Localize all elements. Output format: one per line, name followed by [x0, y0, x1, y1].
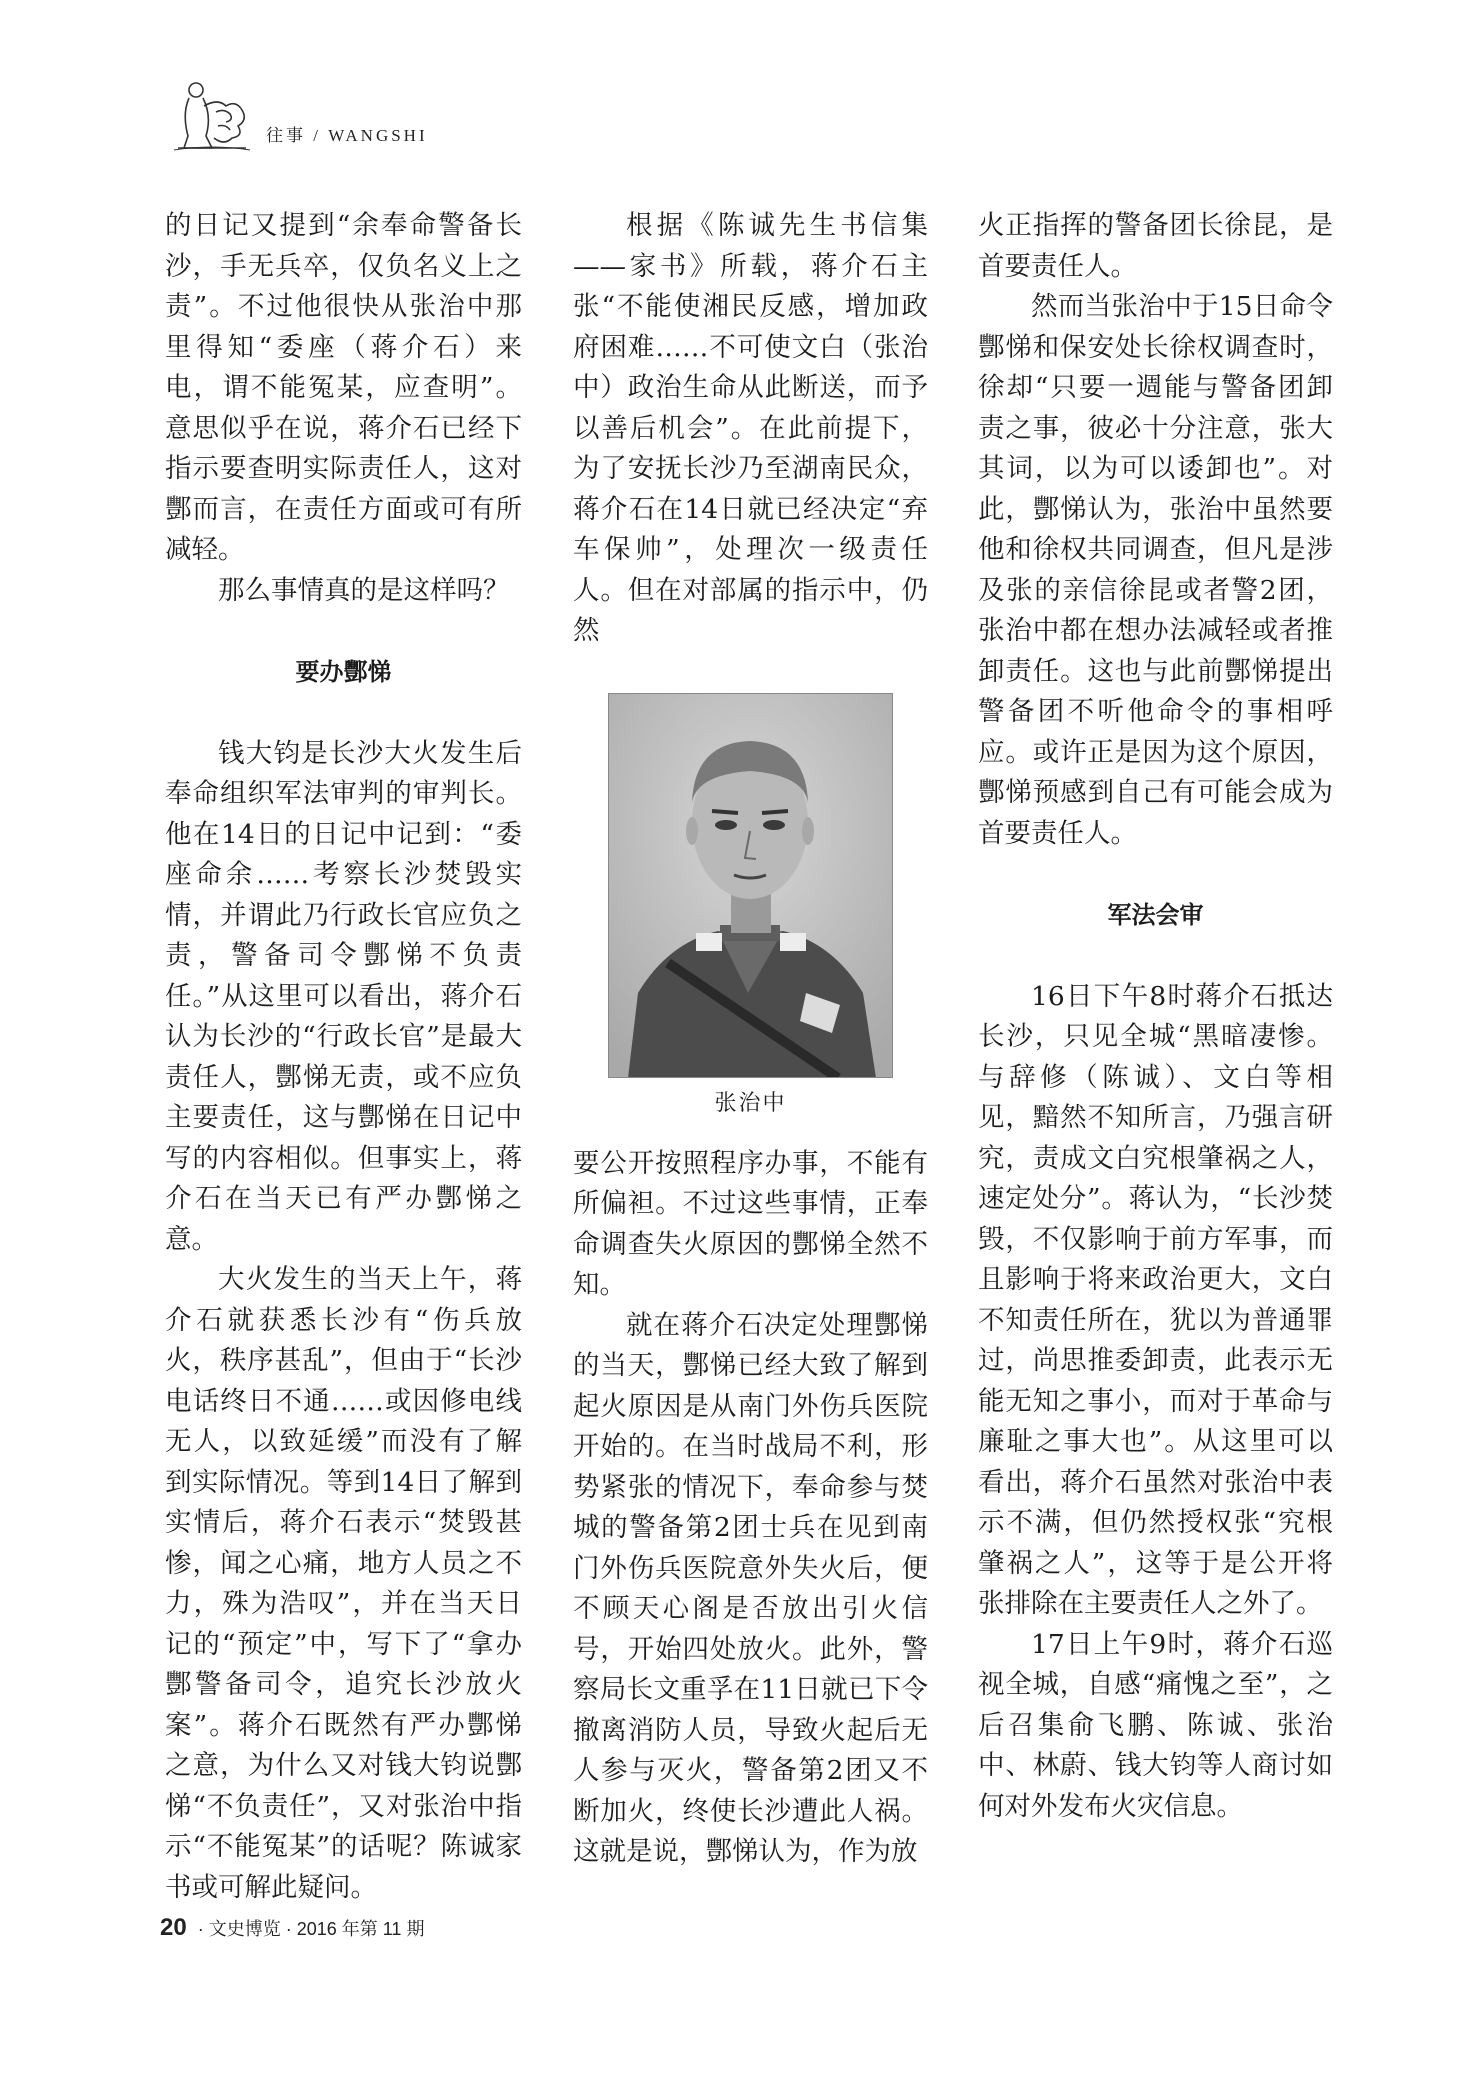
text-column-1	[165, 206, 522, 1908]
photo-caption: 张治中	[714, 1090, 787, 1116]
paragraph: 根据《陈诚先生书信集——家书》所载，蒋介石主张“不能使湘民反感，增加政府困难……不可使文白（张治中）政治生命从此断送，而予以善后机会”。在此前提下，为了安抚长沙乃至湖南民众，蒋介石在14日就已经决定“弃车保帅”，处理次一级责任人。但在对部属的指示中，仍然	[573, 210, 928, 646]
section-heading: 军法会审	[1107, 901, 1204, 929]
ornamental-figure-logo	[172, 76, 252, 154]
section-heading: 要办酆悌	[295, 658, 392, 686]
paragraph: 火正指挥的警备团长徐昆，是首要责任人。	[978, 210, 1333, 282]
page-number: 20	[160, 1914, 187, 1941]
paragraph: 大火发生的当天上午，蒋介石就获悉长沙有“伤兵放火，秩序甚乱”，但由于“长沙电话终日不通……或因修电线无人，以致延缓”而没有了解到实际情况。等到14日了解到实情后，蒋介石表示“焚毁甚惨，闻之心痛，地方人员之不力，殊为浩叹”，并在当天日记的“预定”中，写下了“拿办酆警备司令，追究长沙放火案”。蒋介石既然有严办酆悌之意，为什么又对钱大钧说酆悌“不负责任”，又对张治中指示“不能冤某”的话呢？陈诚家书或可解此疑问。	[165, 1264, 522, 1903]
paragraph: 就在蒋介石决定处理酆悌的当天，酆悌已经大致了解到起火原因是从南门外伤兵医院开始的。在当时战局不利，形势紧张的情况下，奉命参与焚城的警备第2团士兵在见到南门外伤兵医院意外失火后，便不顾天心阁是否放出引火信号，开始四处放火。此外，警察局长文重孚在11日就已下令撤离消防人员，导致火起后无人参与灭火，警备第2团又不断加火，终使长沙遭此人祸。这就是说，酆悌认为，作为放	[573, 1309, 928, 1867]
text-column-2	[573, 206, 928, 1873]
paragraph: 钱大钧是长沙大火发生后奉命组织军法审判的审判长。他在14日的日记中记到：“委座命余……考察长沙焚毁实情，并谓此乃行政长官应负之责，警备司令酆悌不负责任。”从这里可以看出，蒋介石认为长沙的“行政长官”是最大责任人，酆悌无责，或不应负主要责任，这与酆悌在日记中写的内容相似。但事实上，蒋介石在当天已有严办酆悌之意。	[165, 737, 522, 1255]
paragraph: 的日记又提到“余奉命警备长沙，手无兵卒，仅负名义上之责”。不过他很快从张治中那里得知“委座（蒋介石）来电，谓不能冤某，应查明”。意思似乎在说，蒋介石已经下指示要查明实际责任人，这对酆而言，在责任方面或可有所减轻。	[165, 210, 522, 565]
publication-info: · 文史博览 · 2016 年第 11 期	[197, 1919, 425, 1939]
portrait-figure	[608, 693, 893, 1118]
page-footer	[160, 1914, 424, 1942]
paragraph: 17日上午9时，蒋介石巡视全城，自感“痛愧之至”，之后召集俞飞鹏、陈诚、张治中、林蔚、钱大钧等人商讨如何对外发布火灾信息。	[978, 1628, 1333, 1822]
paragraph: 然而当张治中于15日命令酆悌和保安处长徐权调查时，徐却“只要一週能与警备团卸责之事，彼必十分注意，张大其词，以为可以诿卸也”。对此，酆悌认为，张治中虽然要他和徐权共同调查，但凡是涉及张的亲信徐昆或者警2团，张治中都在想办法减轻或者推卸责任。这也与此前酆悌提出警备团不听他命令的事相呼应。或许正是因为这个原因，酆悌预感到自己有可能会成为首要责任人。	[978, 291, 1333, 849]
portrait-photo-icon	[608, 693, 893, 1078]
paragraph: 16日下午8时蒋介石抵达长沙，只见全城“黑暗凄惨。与辞修（陈诚）、文白等相见，黯然不知所言，乃强言研究，责成文白究根肇祸之人，速定处分”。蒋认为，“长沙焚毁，不仅影响于前方军事，而且影响于将来政治更大，文白不知责任所在，犹以为普通罪过，尚思推委卸责，此表示无能无知之事小，而对于革命与廉耻之事大也”。从这里可以看出，蒋介石虽然对张治中表示不满，但仍然授权张“究根肇祸之人”，这等于是公开将张排除在主要责任人之外了。	[978, 980, 1333, 1619]
text-column-3	[978, 206, 1333, 1827]
section-header: 往事 / WANGSHI	[266, 126, 428, 145]
paragraph: 要公开按照程序办事，不能有所偏袒。不过这些事情，正奉命调查失火原因的酆悌全然不知。	[573, 1147, 928, 1300]
ornamental-figure-icon	[172, 76, 252, 154]
paragraph: 那么事情真的是这样吗？	[218, 574, 510, 606]
